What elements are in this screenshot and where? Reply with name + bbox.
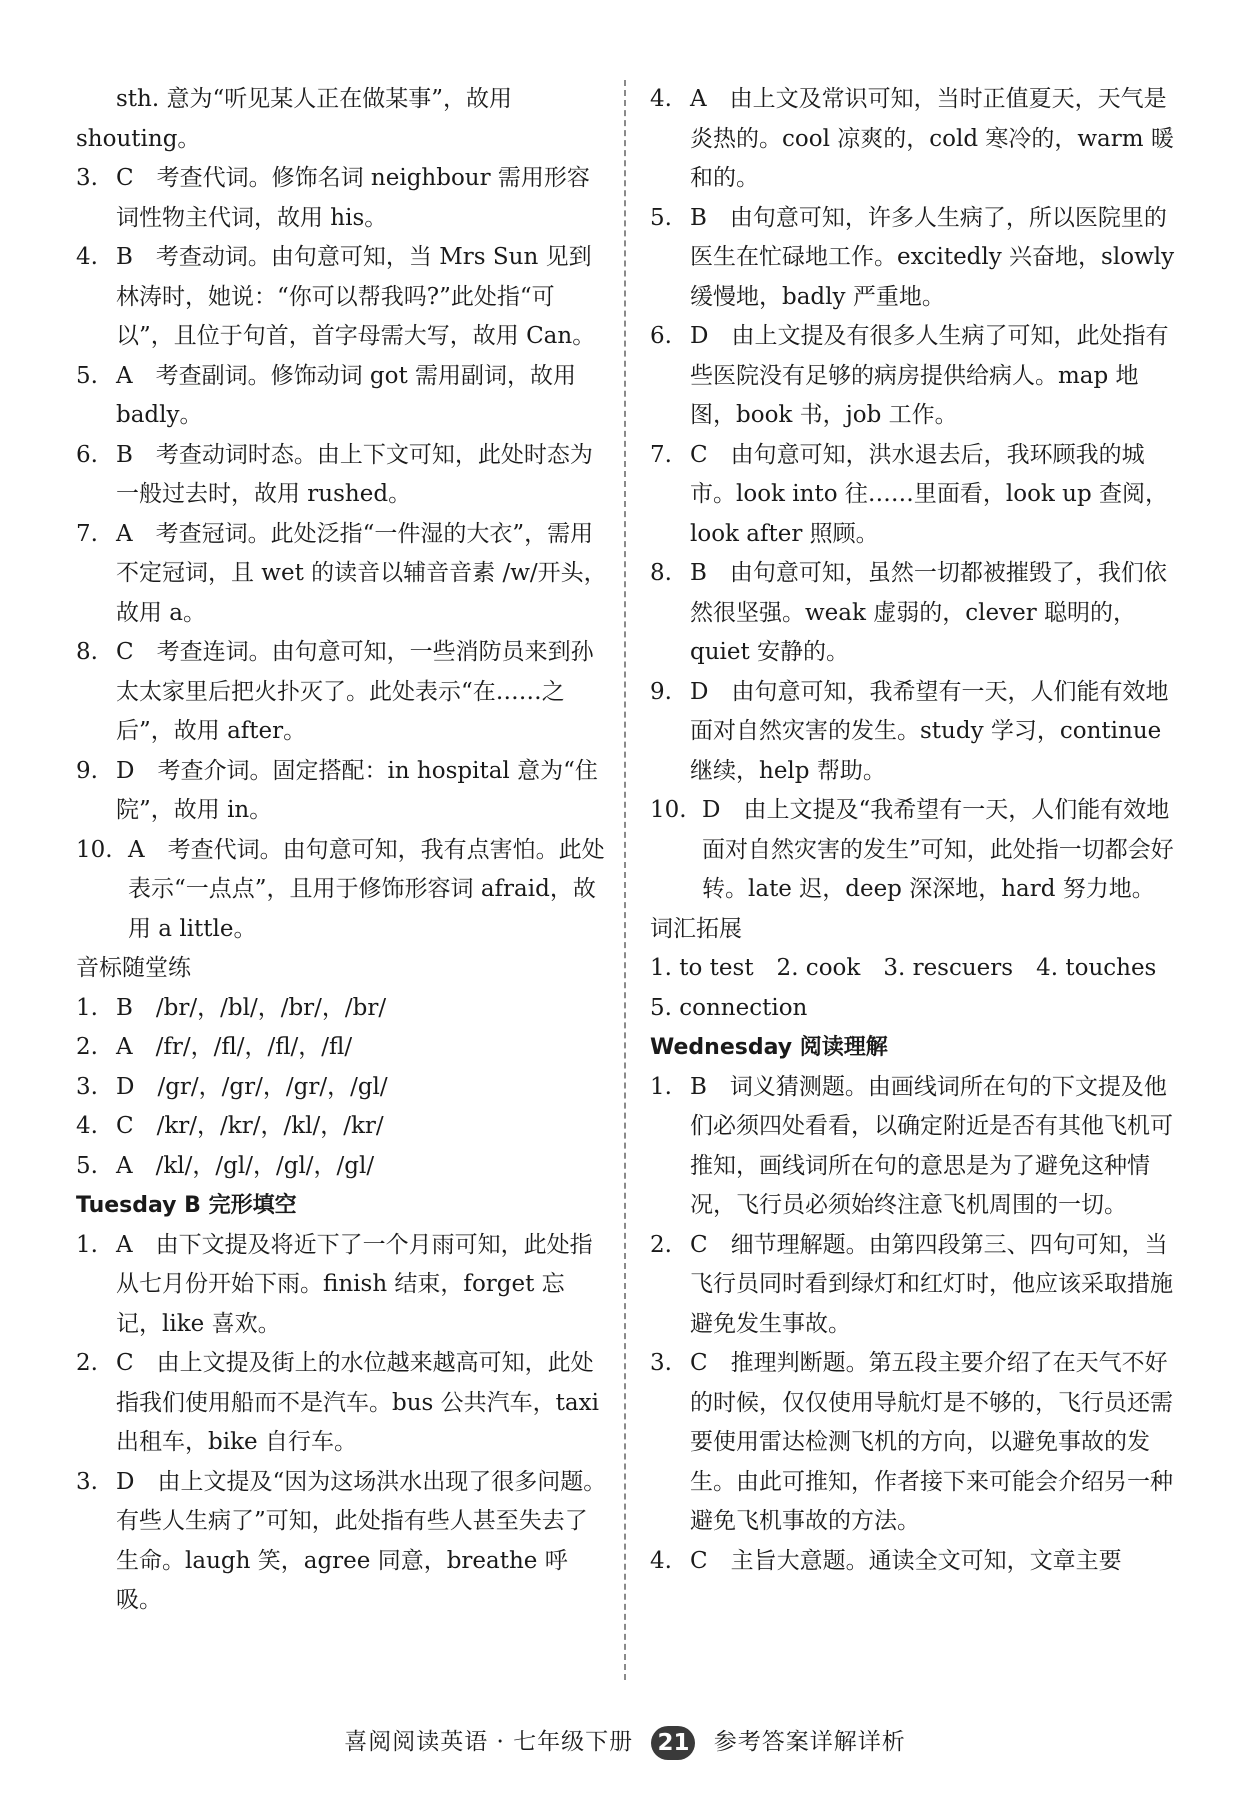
footer-book-title: 喜阅阅读英语 · 七年级下册 (344, 1729, 634, 1755)
answer-number: 5. (650, 204, 672, 231)
answer-explanation: A 由上文及常识可知，当时正值夏天，天气是炎热的。cool 凉爽的，cold 寒冷的，warm 暖和的。 (690, 86, 1174, 191)
page-number: 21 (651, 1726, 695, 1760)
text-line: 5. connection (650, 994, 808, 1021)
answer-explanation: C 推理判断题。第五段主要介绍了在天气不好的时候，仅仅使用导航灯是不够的，飞行员还需要使用雷达检测飞机的方向，以避免事故的发生。由此可推知，作者接下来可能会介绍另一种避免飞机事故的方法。 (690, 1350, 1173, 1534)
answer-item (76, 831, 608, 950)
answer-item (76, 1344, 608, 1463)
answer-item (650, 436, 1182, 555)
answer-number: 2. (650, 1231, 672, 1258)
answer-number: 1. (650, 1073, 672, 1100)
answer-item (650, 673, 1182, 792)
answer-explanation: B 词义猜测题。由画线词所在句的下文提及他们必须四处看看，以确定附近是否有其他飞机可推知，画线词所在句的意思是为了避免这种情况，飞行员必须始终注意飞机周围的一切。 (690, 1073, 1173, 1218)
answer-explanation: C 考查代词。修饰名词 neighbour 需用形容词性物主代词，故用 his。 (116, 165, 590, 231)
section-heading: Tuesday B 完形填空 (76, 1193, 297, 1218)
answer-item (76, 1068, 608, 1108)
text-line: 词汇拓展 (650, 915, 742, 942)
answer-item (76, 357, 608, 436)
answer-explanation: A 考查冠词。此处泛指“一件湿的大衣”，需用不定冠词，且 wet 的读音以辅音音素 /w/开头，故用 a。 (116, 520, 607, 626)
answer-item (650, 199, 1182, 318)
answer-explanation: C 由上文提及街上的水位越来越高可知，此处指我们使用船而不是汽车。bus 公共汽车，taxi 出租车，bike 自行车。 (116, 1350, 599, 1455)
answer-number: 5. (76, 362, 98, 389)
answer-explanation: B /br/，/bl/，/br/，/br/ (116, 994, 387, 1021)
answer-item (76, 1463, 608, 1621)
answer-number: 1. (76, 994, 98, 1021)
answer-item (650, 1542, 1182, 1582)
answer-explanation: A 由下文提及将近下了一个月雨可知，此处指从七月份开始下雨。finish 结束，forget 忘记，like 喜欢。 (116, 1231, 593, 1337)
text-line: 1. to test 2. cook 3. rescuers 4. touches (650, 955, 1157, 981)
answer-item (650, 1226, 1182, 1345)
answer-explanation: A /fr/，/fl/，/fl/，/fl/ (116, 1034, 353, 1060)
column-divider (624, 80, 626, 1680)
answer-explanation: D 由上文提及有很多人生病了可知，此处指有些医院没有足够的病房提供给病人。map 地图，book 书，job 工作。 (690, 323, 1169, 428)
page-footer (0, 1722, 1250, 1762)
answer-number: 10. (650, 797, 687, 823)
answer-item (76, 1147, 608, 1187)
answer-explanation: D /gr/，/gr/，/gr/，/gl/ (116, 1073, 388, 1100)
answer-number: 9. (650, 678, 672, 705)
footer-section-title: 参考答案详解详析 (713, 1729, 906, 1755)
answer-item (650, 1344, 1182, 1542)
answer-number: 7. (76, 520, 98, 547)
text-line: 音标随堂练 (76, 955, 191, 981)
answer-number: 6. (650, 323, 672, 349)
answer-number: 4. (76, 244, 98, 270)
answer-explanation: D 由句意可知，我希望有一天，人们能有效地面对自然灾害的发生。study 学习，continue 继续，help 帮助。 (690, 678, 1169, 784)
answer-explanation: D 考查介词。固定搭配：in hospital 意为“住院”，故用 in。 (116, 757, 598, 823)
answer-item (76, 436, 608, 515)
answer-number: 3. (76, 1468, 98, 1495)
answer-explanation: C 由句意可知，洪水退去后，我环顾我的城市。look into 往……里面看，look up 查阅，look after 照顾。 (690, 441, 1169, 547)
answer-explanation: C 细节理解题。由第四段第三、四句可知，当飞行员同时看到绿灯和红灯时，他应该采取措施避免发生事故。 (690, 1231, 1173, 1337)
answer-number: 4. (650, 1547, 672, 1574)
answer-number: 4. (76, 1113, 98, 1139)
answer-explanation: B 由句意可知，许多人生病了，所以医院里的医生在忙碌地工作。excitedly 兴奋地，slowly 缓慢地，badly 严重地。 (690, 204, 1175, 310)
answer-item (76, 1028, 608, 1068)
answer-item (76, 1107, 608, 1147)
answer-item (76, 1226, 608, 1345)
answer-explanation: C 考查连词。由句意可知，一些消防员来到孙太太家里后把火扑灭了。此处表示“在……之后”，故用 after。 (116, 639, 594, 744)
answer-number: 8. (76, 639, 98, 665)
answer-number: 7. (650, 441, 672, 468)
answer-explanation: B 由句意可知，虽然一切都被摧毁了，我们依然很坚强。weak 虚弱的，clever 聪明的，quiet 安静的。 (690, 560, 1167, 665)
answer-item (76, 633, 608, 752)
answer-number: 5. (76, 1152, 98, 1179)
answer-item (650, 1068, 1182, 1226)
answer-item (76, 989, 608, 1029)
answer-number: 3. (76, 165, 98, 191)
answer-number: 1. (76, 1231, 98, 1258)
answer-number: 4. (650, 86, 672, 112)
answer-explanation: D 由上文提及“因为这场洪水出现了很多问题。有些人生病了”可知，此处指有些人甚至失去了生命。laugh 笑，agree 同意，breathe 呼吸。 (116, 1468, 607, 1613)
answer-number: 9. (76, 757, 98, 784)
answer-explanation: A 考查代词。由句意可知，我有点害怕。此处表示“一点点”，且用于修饰形容词 afraid，故用 a little。 (128, 836, 605, 942)
answer-number: 2. (76, 1034, 98, 1060)
answer-number: 3. (76, 1073, 98, 1100)
answer-explanation: B 考查动词时态。由上下文可知，此处时态为一般过去时，故用 rushed。 (116, 441, 593, 507)
answer-number: 2. (76, 1350, 98, 1376)
answer-explanation: C /kr/，/kr/，/kl/，/kr/ (116, 1113, 384, 1139)
answer-item (76, 238, 608, 357)
answer-explanation: D 由上文提及“我希望有一天，人们能有效地面对自然灾害的发生”可知，此处指一切都会好转。late 迟，deep 深深地，hard 努力地。 (702, 797, 1174, 902)
left-column (76, 80, 608, 1621)
answer-number: 8. (650, 560, 672, 586)
answer-explanation: A 考查副词。修饰动词 got 需用副词，故用 badly。 (116, 362, 577, 428)
answer-number: 3. (650, 1350, 672, 1376)
answer-item (650, 791, 1182, 910)
answer-number: 10. (76, 836, 113, 863)
continued-text: sth. 意为“听见某人正在做某事”，故用shouting。 (76, 86, 512, 152)
answer-item (650, 317, 1182, 436)
section-heading: Wednesday 阅读理解 (650, 1035, 888, 1060)
answer-item (650, 80, 1182, 199)
right-column (650, 80, 1182, 1581)
answer-item (76, 159, 608, 238)
answer-explanation: A /kl/，/gl/，/gl/，/gl/ (116, 1152, 375, 1179)
answer-explanation: B 考查动词。由句意可知，当 Mrs Sun 见到林涛时，她说：“你可以帮我吗?”此处指“可以”，且位于句首，首字母需大写，故用 Can。 (116, 244, 596, 349)
answer-explanation: C 主旨大意题。通读全文可知，文章主要 (690, 1547, 1122, 1574)
answer-item (76, 515, 608, 634)
answer-item (76, 752, 608, 831)
answer-number: 6. (76, 441, 98, 468)
answer-item (650, 554, 1182, 673)
